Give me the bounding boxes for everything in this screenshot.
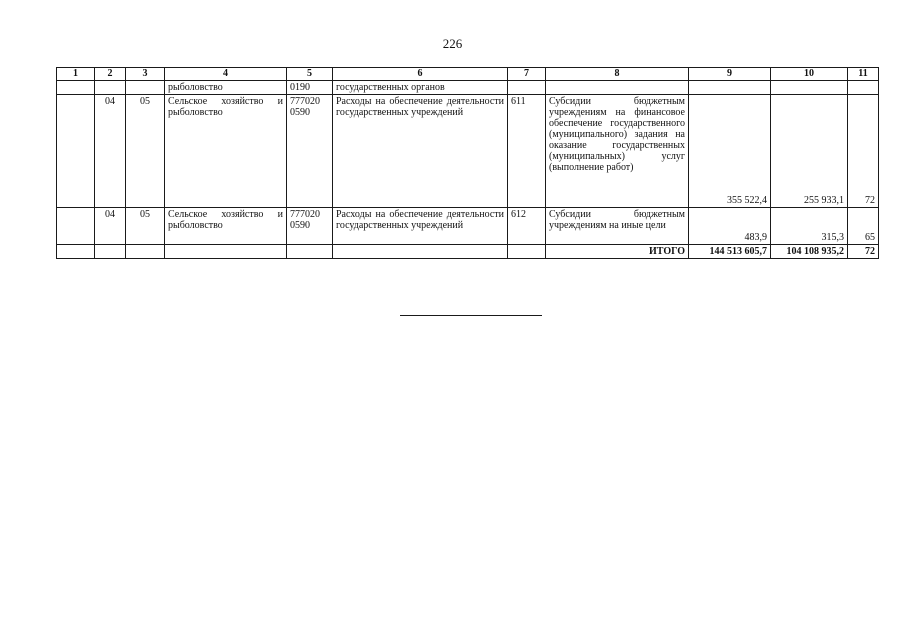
cell — [508, 245, 546, 259]
cell-expense-type: 611 — [508, 95, 546, 208]
cell-section-name: рыболовство — [165, 81, 287, 95]
cell — [546, 81, 689, 95]
cell — [771, 81, 848, 95]
total-value-10: 104 108 935,2 — [771, 245, 848, 259]
cell-subsection: 05 — [126, 208, 165, 245]
cell-value-10: 255 933,1 — [771, 95, 848, 208]
col-header-4: 4 — [165, 68, 287, 81]
col-header-5: 5 — [287, 68, 333, 81]
cell — [165, 245, 287, 259]
table-row — [57, 95, 879, 208]
cell-expense-type-name: Субсидии бюджетным учреждениям на иные цели — [546, 208, 689, 245]
target-article-part: 777020 — [290, 96, 320, 107]
cell — [57, 245, 95, 259]
cell — [126, 245, 165, 259]
cell-value-9: 483,9 — [689, 208, 771, 245]
cell-expense-type: 612 — [508, 208, 546, 245]
cell — [95, 81, 126, 95]
cell-value-10: 315,3 — [771, 208, 848, 245]
col-header-9: 9 — [689, 68, 771, 81]
page-number: 226 — [442, 36, 463, 51]
continuation-row — [57, 81, 879, 95]
cell — [57, 208, 95, 245]
cell-section-name: Сельское хозяйство и рыболовство — [165, 208, 287, 245]
cell-expense-name: государственных органов — [333, 81, 508, 95]
col-header-11: 11 — [848, 68, 879, 81]
cell-expense-type-name: Субсидии бюджетным учреждениям на финансовое обеспечение государственного (муниципального) задания на оказание государственных (муниципальных) услуг (выполнение работ) — [546, 95, 689, 208]
cell — [95, 245, 126, 259]
total-row — [57, 245, 879, 259]
cell — [848, 81, 879, 95]
col-header-7: 7 — [508, 68, 546, 81]
cell — [508, 81, 546, 95]
cell — [57, 81, 95, 95]
cell-expense-name: Расходы на обеспечение деятельности государственных учреждений — [333, 208, 508, 245]
total-label: ИТОГО — [546, 245, 689, 259]
col-header-10: 10 — [771, 68, 848, 81]
col-header-3: 3 — [126, 68, 165, 81]
cell — [689, 81, 771, 95]
target-article-part: 777020 — [290, 209, 320, 220]
total-value-9: 144 513 605,7 — [689, 245, 771, 259]
col-header-6: 6 — [333, 68, 508, 81]
cell — [287, 245, 333, 259]
cell — [57, 95, 95, 208]
cell-section-name: Сельское хозяйство и рыболовство — [165, 95, 287, 208]
cell-section: 04 — [95, 95, 126, 208]
table-row — [57, 208, 879, 245]
cell-value-11: 72 — [848, 95, 879, 208]
cell — [333, 245, 508, 259]
col-header-8: 8 — [546, 68, 689, 81]
separator-line — [400, 315, 542, 316]
cell-section: 04 — [95, 208, 126, 245]
cell-expense-name: Расходы на обеспечение деятельности государственных учреждений — [333, 95, 508, 208]
budget-table — [56, 67, 879, 259]
cell-target-article — [287, 95, 333, 208]
col-header-2: 2 — [95, 68, 126, 81]
cell — [126, 81, 165, 95]
cell-target-article: 0190 — [287, 81, 333, 95]
total-value-11: 72 — [848, 245, 879, 259]
target-article-part: 0590 — [290, 107, 310, 118]
cell-value-11: 65 — [848, 208, 879, 245]
cell-value-9: 355 522,4 — [689, 95, 771, 208]
target-article-part: 0590 — [290, 220, 310, 231]
col-header-1: 1 — [57, 68, 95, 81]
cell-subsection: 05 — [126, 95, 165, 208]
header-row — [57, 68, 879, 81]
cell-target-article — [287, 208, 333, 245]
